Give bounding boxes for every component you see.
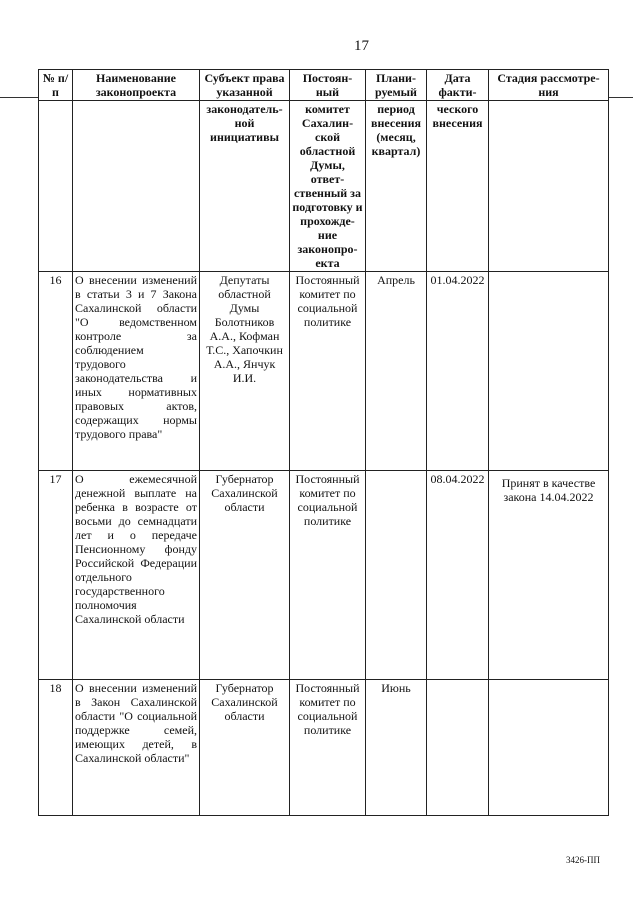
table-row	[39, 680, 609, 816]
header-subject-cont: законодатель-ной инициативы	[200, 101, 290, 272]
row-bill-name: О внесении изменений в Закон Сахалинской области "О социальной поддержке семей, имеющих детей, в Сахалинской области"	[73, 680, 200, 816]
row-bill-name: О внесении изменений в статьи 3 и 7 Закона Сахалинской области "О ведомственном контроле за соблюдением трудового законодательства и иных нормативных правовых актов, содержащих нормы трудового права"	[73, 272, 200, 471]
header-name-cont	[73, 101, 200, 272]
table-header-row	[39, 70, 609, 101]
header-name: Наименование законопроекта	[73, 70, 200, 101]
row-actual-date	[427, 680, 489, 816]
row-subject: Губернатор Сахалинской области	[200, 680, 290, 816]
header-committee: Постоян-ный	[290, 70, 366, 101]
row-committee: Постоянный комитет по социальной политике	[290, 680, 366, 816]
row-actual-date: 01.04.2022	[427, 272, 489, 471]
row-actual-date: 08.04.2022	[427, 471, 489, 680]
row-committee: Постоянный комитет по социальной политике	[290, 471, 366, 680]
row-number: 17	[39, 471, 73, 680]
row-planned	[366, 471, 427, 680]
row-number: 18	[39, 680, 73, 816]
header-actual: Дата факти-	[427, 70, 489, 101]
document-code: 3426-ПП	[566, 855, 600, 865]
row-stage: Принят в качестве закона 14.04.2022	[489, 471, 609, 680]
header-number-cont	[39, 101, 73, 272]
margin-rule-right	[608, 97, 633, 98]
page-number: 17	[354, 38, 369, 54]
row-subject: Депутаты областной Думы Болотников А.А., Кофман Т.С., Хапочкин А.А., Янчук И.И.	[200, 272, 290, 471]
row-planned: Июнь	[366, 680, 427, 816]
header-committee-cont: комитет Сахалин-ской областной Думы, ответ-ственный за подготовку и прохожде-ние законопро-екта	[290, 101, 366, 272]
header-planned: Плани-руемый	[366, 70, 427, 101]
table-row	[39, 471, 609, 680]
header-stage-cont	[489, 101, 609, 272]
table-row	[39, 272, 609, 471]
row-committee: Постоянный комитет по социальной политике	[290, 272, 366, 471]
header-actual-cont: ческого внесения	[427, 101, 489, 272]
row-number: 16	[39, 272, 73, 471]
header-subject: Субъект права указанной	[200, 70, 290, 101]
bills-table	[38, 69, 609, 816]
row-stage	[489, 272, 609, 471]
row-planned: Апрель	[366, 272, 427, 471]
row-bill-name: О ежемесячной денежной выплате на ребенка в возрасте от восьми до семнадцати лет и о передаче Пенсионному фонду Российской Федерации отдельного государственного полномочия Сахалинской области	[73, 471, 200, 680]
table-header-continuation	[39, 101, 609, 272]
header-stage: Стадия рассмотре-ния	[489, 70, 609, 101]
row-subject: Губернатор Сахалинской области	[200, 471, 290, 680]
row-stage	[489, 680, 609, 816]
header-number: № п/п	[39, 70, 73, 101]
margin-rule-left	[0, 97, 38, 98]
header-planned-cont: период внесения (месяц, квартал)	[366, 101, 427, 272]
